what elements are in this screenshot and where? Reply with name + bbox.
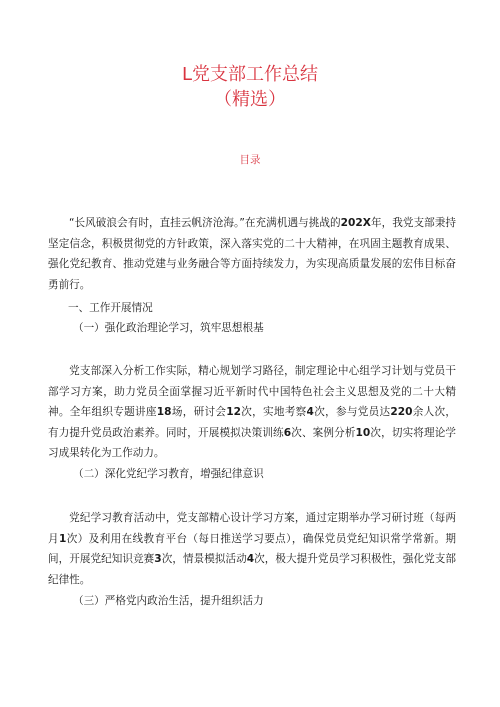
sub2-text-c: 次，情景模拟活动 <box>161 553 247 565</box>
document-subtitle: （精选） <box>214 89 286 110</box>
sub1-text-b: 场，研讨会 <box>171 406 227 418</box>
subsection-1-paragraph <box>48 361 456 464</box>
sub1-num-5: 6 <box>283 426 292 439</box>
sub1-num-1: 18 <box>156 406 172 418</box>
intro-paragraph <box>48 213 456 295</box>
intro-text-1: “长风破浪会有时，直挂云帆济沧海。”在充满机遇与挑战的 <box>69 217 341 229</box>
sub1-text-c: 次，实地考察 <box>240 406 307 418</box>
sub2-text-b: 次）及利用在线教育平台（每日推送学习要点），确保党员党纪知识常学常新。期间，开展党纪知识竞赛 <box>48 532 457 565</box>
sub1-text-f: 次、案例分析 <box>291 426 356 439</box>
sub1-text-a: 党支部深入分析工作实际，精心规划学习路径，制定理论中心组学习计划与党员干部学习方案，助力党员全面掌握习近平新时代中国特色社会主义思想及党的二十大精神。全年组织专题讲座 <box>48 365 456 418</box>
intro-year: 202X <box>340 217 371 229</box>
sub2-num-1: 1 <box>58 532 67 545</box>
toc-link[interactable]: 目录 <box>239 154 261 166</box>
sub1-text-g: 次，切实将理论学习成果转化为工作动力。 <box>48 426 457 459</box>
section-heading-1: 一、工作开展情况 <box>68 302 153 314</box>
subsection-2-paragraph <box>48 508 456 590</box>
sub2-num-3: 4 <box>246 553 255 565</box>
sub1-num-4: 220 <box>390 406 413 418</box>
sub1-num-3: 4 <box>306 406 314 418</box>
sub1-text-e: 余人次，有力提升党员政治素养。同时，开展模拟决策训练 <box>48 406 457 439</box>
sub2-num-2: 3 <box>154 553 162 565</box>
document-title: L党支部工作总结 <box>181 64 319 85</box>
subsection-heading-2: （二）深化党纪学习教育，增强纪律意识 <box>73 468 264 480</box>
sub2-text-d: 次，极大提升党员学习积极性，强化党支部纪律性。 <box>48 553 457 586</box>
subsection-heading-1: （一）强化政治理论学习，筑牢思想根基 <box>73 322 264 334</box>
intro-text-2: 年，我党支部秉持坚定信念，积极贯彻党的方针政策，深入落实党的二十大精神，在巩固主题教育成果、强化党纪教育、推动党建与业务融合等方面持续发力，为实现高质量发展的宏伟目标奋勇前行。 <box>48 217 456 291</box>
subsection-heading-3: （三）严格党内政治生活，提升组织活力 <box>73 595 264 607</box>
sub1-num-2: 12 <box>226 406 241 418</box>
sub1-text-d: 次，参与党员达 <box>313 406 391 418</box>
sub1-num-6: 10 <box>355 426 371 439</box>
sub2-text-a: 党纪学习教育活动中，党支部精心设计学习方案，通过定期举办学习研讨班（每两月 <box>48 512 456 545</box>
